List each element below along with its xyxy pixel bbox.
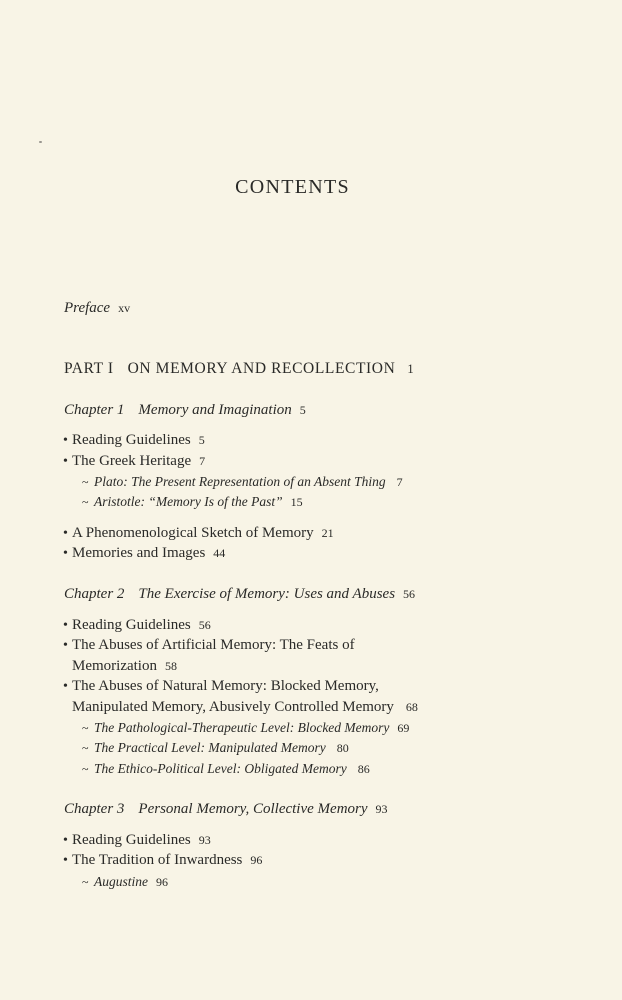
toc-subentry: [82, 719, 409, 737]
bullet-mark: •: [63, 454, 68, 469]
toc-entry: [63, 851, 262, 870]
entry-page: 21: [321, 526, 334, 540]
preface-label: Preface: [64, 300, 111, 316]
toc-entry: [63, 431, 205, 450]
bullet-mark: •: [63, 853, 68, 868]
subentry-page: 86: [357, 762, 370, 776]
preface-page: xv: [118, 301, 131, 315]
entry-text: A Phenomenological Sketch of Memory: [72, 525, 314, 541]
bullet-mark: •: [63, 833, 68, 848]
toc-entry: [63, 452, 205, 471]
chapter-label: Chapter 3: [64, 801, 125, 817]
bullet-mark: •: [63, 526, 68, 541]
sub-marker: ~: [82, 495, 89, 509]
sub-marker: ~: [82, 475, 89, 489]
entry-page: 44: [213, 546, 226, 560]
sub-marker: ~: [82, 741, 89, 755]
part-page: 1: [407, 362, 415, 376]
bullet-mark: •: [63, 433, 68, 448]
page-title: CONTENTS: [235, 176, 350, 198]
chapter-label: Chapter 2: [64, 586, 125, 602]
entry-text: Reading Guidelines: [72, 617, 191, 633]
entry-text-continued: Memorization: [72, 658, 157, 674]
toc-entry: [63, 636, 355, 655]
subentry-page: 7: [396, 475, 403, 489]
subentry-text: The Practical Level: Manipulated Memory: [94, 740, 326, 755]
entry-text: The Abuses of Artificial Memory: The Feats of: [72, 637, 355, 653]
chapter-label: Chapter 1: [64, 402, 125, 418]
bullet-mark: •: [63, 546, 68, 561]
entry-page: 56: [198, 618, 211, 632]
chapter-page: 5: [299, 403, 306, 417]
toc-chapter-3: [64, 800, 388, 818]
entry-text: The Greek Heritage: [72, 453, 192, 469]
sub-marker: ~: [82, 875, 89, 889]
entry-text: Reading Guidelines: [72, 432, 191, 448]
entry-page: 5: [198, 433, 205, 447]
entry-page: 7: [199, 454, 206, 468]
toc-part-heading: [64, 360, 414, 378]
toc-entry-continuation: [72, 698, 418, 716]
bullet-mark: •: [63, 679, 68, 694]
toc-subentry: [82, 493, 303, 511]
subentry-page: 15: [290, 495, 303, 509]
sub-marker: ~: [82, 762, 89, 776]
subentry-text: The Ethico-Political Level: Obligated Memory: [94, 761, 347, 776]
entry-page: 58: [164, 659, 177, 673]
subentry-text: Augustine: [94, 874, 148, 889]
bullet-mark: •: [63, 618, 68, 633]
chapter-page: 93: [375, 802, 388, 816]
entry-text: Reading Guidelines: [72, 832, 191, 848]
toc-preface: [64, 299, 130, 317]
entry-page: 96: [250, 853, 263, 867]
toc-subentry: [82, 739, 349, 757]
chapter-page: 56: [403, 587, 416, 601]
subentry-page: 96: [156, 875, 168, 889]
part-title: ON MEMORY AND RECOLLECTION: [127, 360, 396, 377]
page-speck: [39, 141, 42, 143]
entry-text: Memories and Images: [72, 545, 206, 561]
toc-subentry: [82, 473, 403, 491]
toc-entry: [63, 524, 334, 543]
sub-marker: ~: [82, 721, 89, 735]
toc-entry: [63, 677, 379, 696]
toc-entry: [63, 616, 211, 635]
toc-subentry: [82, 760, 370, 778]
subentry-page: 69: [397, 721, 410, 735]
subentry-text: Aristotle: “Memory Is of the Past”: [94, 494, 283, 509]
entry-text: The Abuses of Natural Memory: Blocked Memory,: [72, 678, 379, 694]
chapter-title: Memory and Imagination: [138, 402, 292, 418]
toc-entry: [63, 544, 225, 563]
toc-entry-continuation: [72, 657, 177, 675]
entry-text: The Tradition of Inwardness: [72, 852, 243, 868]
entry-text-continued: Manipulated Memory, Abusively Controlled Memory: [72, 699, 394, 715]
subentry-text: The Pathological-Therapeutic Level: Blocked Memory: [94, 720, 390, 735]
subentry-page: 80: [336, 741, 349, 755]
entry-page: 68: [405, 700, 418, 714]
toc-chapter-1: [64, 401, 306, 419]
subentry-text: Plato: The Present Representation of an Absent Thing: [94, 474, 386, 489]
toc-chapter-2: [64, 585, 415, 603]
bullet-mark: •: [63, 638, 68, 653]
entry-page: 93: [198, 833, 211, 847]
toc-subentry: [82, 873, 168, 891]
toc-entry: [63, 831, 211, 850]
chapter-title: The Exercise of Memory: Uses and Abuses: [138, 586, 396, 602]
part-label: PART I: [64, 360, 114, 377]
chapter-title: Personal Memory, Collective Memory: [138, 801, 368, 817]
